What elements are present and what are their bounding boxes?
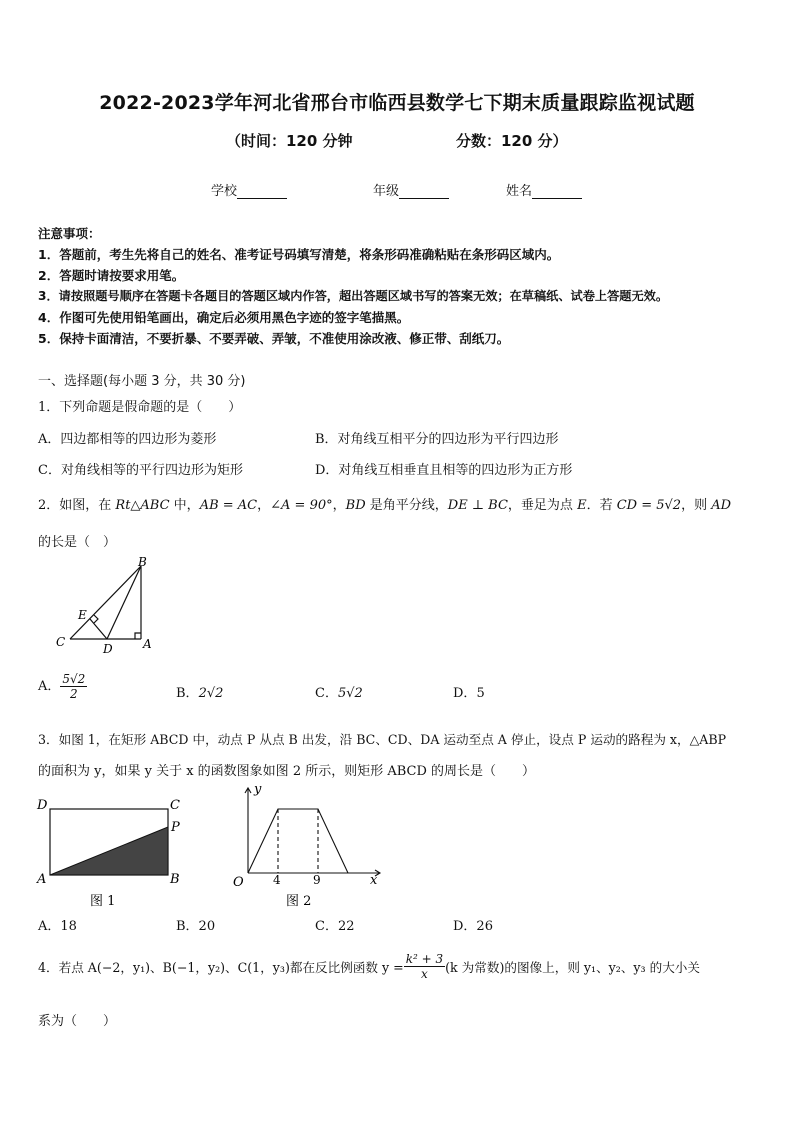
q1-option-c[interactable]: C．对角线相等的平行四边形为矩形 [38,463,243,478]
fig1-label-c: C [170,798,180,813]
notice-heading: 注意事项： [38,226,101,241]
fig-label-d: D [103,642,113,656]
q2-stem-line2: 的长是（ ） [38,535,117,550]
fig1-label-b: B [170,872,180,887]
name-field [506,180,582,199]
name-blank[interactable] [532,185,582,199]
fig2-label-x: x [370,873,378,888]
q3-function-graph [222,780,392,910]
q2-triangle-figure [50,556,160,656]
q1-option-b[interactable]: B．对角线互相平分的四边形为平行四边形 [315,432,559,447]
q2-option-a[interactable]: A． $\frac{5√2}{2}$ [38,672,86,701]
q2-option-d[interactable]: D．5 [453,686,485,701]
notice-item: 1．答题前，考生先将自己的姓名、准考证号码填写清楚，将条形码准确粘贴在条形码区域内。 [38,247,560,262]
grade-field [373,180,449,199]
notice-item: 2．答题时请按要求用笔。 [38,268,185,283]
school-label: 学校 [211,184,238,199]
notice-item: 4．作图可先使用铅笔画出，确定后必须用黑色字迹的签字笔描黑。 [38,310,410,325]
school-blank[interactable] [237,185,287,199]
q3-stem-line2: 的面积为 y，如果 y 关于 x 的函数图象如图 2 所示，则矩形 ABCD 的周长是（ ） [38,764,536,779]
name-label: 姓名 [506,184,533,199]
q4-stem-line2: 系为（ ） [38,1014,117,1029]
q3-option-b[interactable]: B．20 [176,919,216,934]
notice-item: 5．保持卡面清洁，不要折暴、不要弄破、弄皱，不准使用涂改液、修正带、刮纸刀。 [38,331,510,346]
fig1-label-p: P [171,820,180,835]
q3-option-c[interactable]: C．22 [315,919,355,934]
fig1-label-d: D [37,798,48,813]
notice-item: 3．请按照题号顺序在答题卡各题目的答题区域内作答，超出答题区域书写的答案无效；在草稿纸、试卷上答题无效。 [38,289,669,303]
q3-option-d[interactable]: D．26 [453,919,493,934]
section-heading: 一、选择题(每小题 3 分，共 30 分) [38,374,246,389]
fig2-tick-9: 9 [313,873,321,887]
exam-title: 2022-2023学年河北省邢台市临西县数学七下期末质量跟踪监视试题 [99,92,695,114]
fig2-caption: 图 2 [286,894,312,909]
fig2-label-o: O [233,875,244,890]
q1-option-a[interactable]: A．四边都相等的四边形为菱形 [38,432,217,447]
q2-stem: 2．如图，在 Rt△ABC 中，AB = AC，∠A = 90°，BD 是角平分线，DE ⊥ BC，垂足为点 E．若 CD = 5√2，则 AD [38,498,732,513]
q1-option-d[interactable]: D．对角线互相垂直且相等的四边形为正方形 [315,463,573,478]
fig-label-b: B [138,556,147,569]
exam-time: （时间：120 分钟 [226,132,353,150]
fig2-label-y: y [254,782,262,797]
q2-option-b[interactable]: B．2√2 [176,686,224,701]
fig-label-c: C [56,635,66,649]
q3-rectangle-figure [34,795,194,910]
grade-label: 年级 [373,184,400,199]
q3-option-a[interactable]: A．18 [38,919,77,934]
fig1-caption: 图 1 [90,894,116,909]
exam-score: 分数：120 分） [456,132,568,150]
q2-option-c[interactable]: C．5√2 [315,686,363,701]
fig1-label-a: A [37,872,47,887]
q1-stem: 1．下列命题是假命题的是（ ） [38,400,242,415]
q4-stem: 4．若点 A(−2，y₁)、B(−1，y₂)、C(1，y₃)都在反比例函数 y = $\frac{\text{k² + 3}}{x}$ (k 为常数)的图像上，则 y₁、y₂、y₃ 的大小关 [38,952,700,981]
fig-label-e: E [78,608,87,622]
q3-stem: 3．如图 1，在矩形 ABCD 中，动点 P 从点 B 出发，沿 BC、CD、DA 运动至点 A 停止，设点 P 运动的路程为 x，△ABP [38,732,727,747]
grade-blank[interactable] [399,185,449,199]
fig-label-a: A [143,637,152,651]
school-field [211,180,287,199]
fig2-tick-4: 4 [273,873,281,887]
